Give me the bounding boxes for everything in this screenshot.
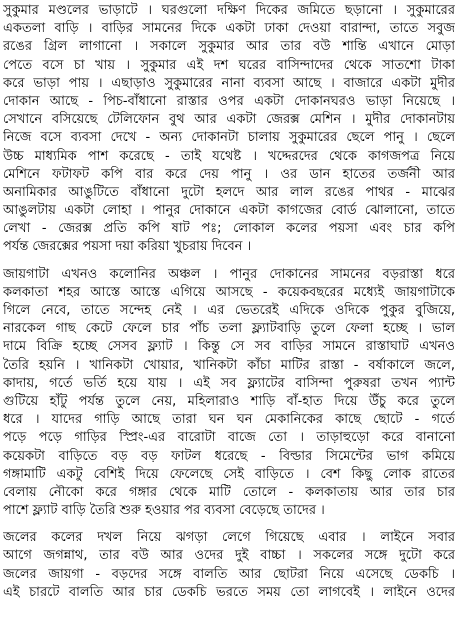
text-line: রঙের গ্রিল লাগানো । সকালে সুকুমার আর তার বউ শান্তি এখানে মোড়া <box>3 39 455 55</box>
text-line: দোকান আছে - পিচ-বাঁধানো রাস্তার ওপর একটা দোকানঘরও ভাড়া নিয়েছে । <box>3 93 455 109</box>
text-line: নারকেল গাছ কেটে ফেলে চার পাঁচ তলা ফ্ল্যাটবাড়ি তুলে ফেলা হচ্ছে । ভাল <box>3 321 455 337</box>
text-line: পাশে ফ্ল্যাট বাড়ি তৈরি শুরু হওয়ার পর ব্যবসা বেড়েছে তাদের । <box>3 503 325 519</box>
text-line: তৈরি হয়নি । খানিকটা খোয়ার, খানিকটা কাঁচা মাটির রাস্তা - বর্ষাকালে জলে, <box>3 357 455 373</box>
text-line: লেখা - জেরক্স প্রতি কপি ষাট পঃ; লোকাল কলের পয়সা এবং চার কপি <box>3 221 455 237</box>
text-line: ধরে । যাদের গাড়ি আছে তারা ঘন ঘন মেকানিকের কাছে ছোটে - গর্তে <box>3 412 455 428</box>
paragraph-2 <box>3 266 455 521</box>
text-line: গুটিয়ে হাঁটু পর্যন্ত তুলে নেয়, মহিলারাও শাড়ি বাঁ-হাত দিয়ে উঁচু করে তুলে <box>3 393 455 409</box>
paragraph-3 <box>3 529 455 602</box>
text-line: সুকুমার মণ্ডলের ভাড়াটে । ঘরগুলো দক্ষিণ দিকের জমিতে ছড়ানো । সুকুমারের <box>3 3 455 18</box>
text-line: পেতে বসে চা খায় । সুকুমার এই দশ ঘরের বাসিন্দাদের থেকে সাতশো টাকা <box>3 57 455 73</box>
text-line: আঙুলটায় একটা লোহা । পানুর দোকানে একটা কাগজের বোর্ড ঝোলানো, তাতে <box>3 203 455 219</box>
text-line: কয়েকটা বাড়িতে বড় বড় ফাটল ধরেছে - বিল্ডার সিমেন্টের ভাগ কমিয়ে <box>3 448 455 464</box>
text-line: এই চারটে বালতি আর চার ডেকচি ভরতে সময় তো লাগবেই । লাইনে ওদের <box>3 584 455 600</box>
paragraph-1 <box>3 2 455 257</box>
text-line: কাদায়, গর্তে ভর্তি হয়ে যায় । এই সব ফ্ল্যাটের বাসিন্দা পুরুষরা তখন প্যান্ট <box>3 375 455 391</box>
text-line: দামে বিক্রি হচ্ছে সেসব ফ্ল্যাট । কিন্তু সে সব বাড়ির সামনে রাস্তাঘাট এখনও <box>3 339 455 355</box>
text-line: জায়গাটা এখনও কলোনির অঞ্চল । পানুর দোকানের সামনের বড়রাস্তা ধরে <box>3 266 455 282</box>
text-line: সেখানে বসিয়েছে টেলিফোন বুথ আর একটা জেরক্স মেশিন । মুদীর দোকানটায় <box>3 112 455 128</box>
text-line: গঙ্গামাটি একটু বেশিই দিয়ে ফেলেছে সেই বাড়িতে । বেশ কিছু লোক রাতের <box>3 466 455 482</box>
text-line: কলকাতা শহর আস্তে আস্তে এগিয়ে আসছে - কয়েকবছরের মধ্যেই জায়গাটাকে <box>3 284 455 300</box>
text-line: পর্যন্ত জেরক্সের পয়সা দয়া করিয়া খুচরায় দিবেন । <box>3 239 252 255</box>
text-line: আগে জগন্নাথ, তার বউ আর ওদের দুই বাচ্চা । সকলের সঙ্গে দুটো করে <box>3 548 455 564</box>
text-line: উচ্চ মাধ্যমিক পাশ করেছে - তাই যথেষ্ট । খদ্দেরদের থেকে কাগজপত্র নিয়ে <box>3 148 455 164</box>
text-line: করে ভাড়া পায় । এছাড়াও সুকুমারের নানা ব্যবসা আছে । বাজারে একটা মুদীর <box>3 75 455 91</box>
text-line: পড়ে পড়ে গাড়ির স্প্রিং-এর বারোটা বাজে তো । তাড়াহুড়ো করে বানানো <box>3 430 455 446</box>
text-line: একতলা বাড়ি । বাড়ির সামনের দিকে একটা ঢাকা দেওয়া বারান্দা, তাতে সবুজ <box>3 21 455 37</box>
text-line: জলের জায়গা - বড়দের সঙ্গে বালতি আর ছোটরা নিয়ে এসেছে ডেকচি । <box>3 566 455 582</box>
text-line: অনামিকার আঙুটিতে বাঁধানো দুটো হলদে আর লাল রঙের পাথর - মাঝের <box>3 184 455 200</box>
text-line: গিলে নেবে, তাতে সন্দেহ নেই । এর ভেতরেই এদিকে ওদিকে পুকুর বুজিয়ে, <box>3 303 455 318</box>
text-line: মেশিনে ফটাফট কপি বার করে দেয় পানু । ওর ডান হাতের তর্জনী আর <box>3 166 455 182</box>
text-line: বেলায় নৌকো করে গঙ্গার থেকে মাটি তোলে - কলকাতায় আর তার চার <box>3 484 455 500</box>
text-line: নিজে বসে ব্যবসা দেখে - অন্য দোকানটা চালায় সুকুমারের ছেলে পানু । ছেলে <box>3 130 455 146</box>
text-line: জলের কলের দখল নিয়ে ঝগড়া লেগে গিয়েছে এবার । লাইনে সবার <box>3 530 455 546</box>
